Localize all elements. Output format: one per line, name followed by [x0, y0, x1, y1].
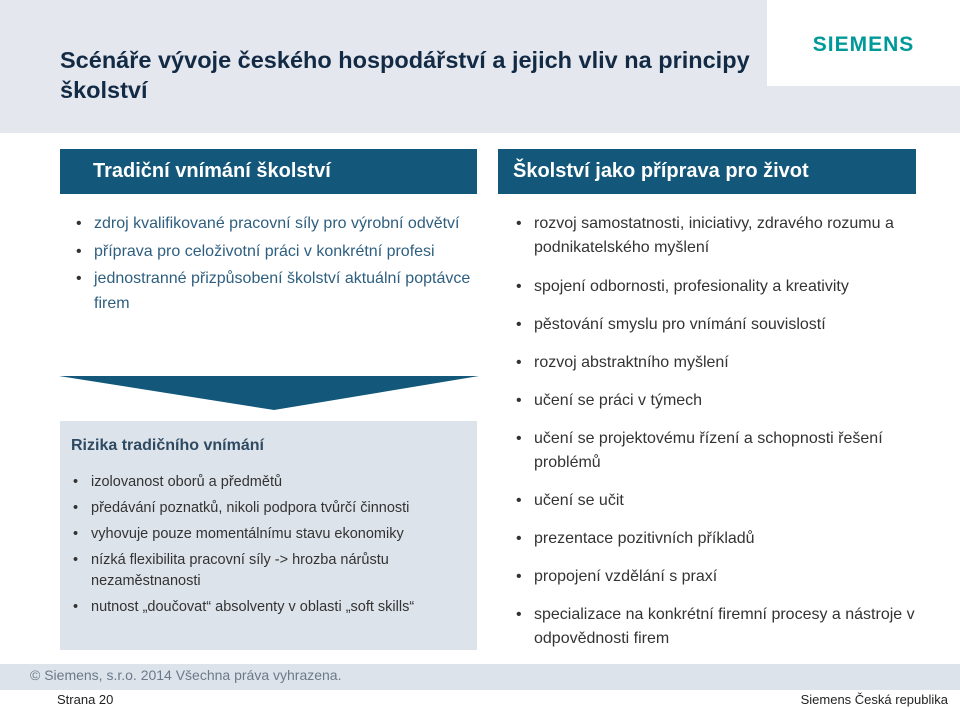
list-item: • zdroj kvalifikované pracovní síly pro výrobní odvětví	[76, 212, 476, 237]
list-item: • spojení odbornosti, profesionality a kreativity	[516, 275, 941, 299]
down-arrow-icon	[59, 376, 479, 412]
company-name: Siemens Česká republika	[800, 692, 948, 707]
siemens-logo	[767, 0, 960, 86]
list-item: • předávání poznatků, nikoli podpora tvůrčí činnosti	[73, 498, 473, 519]
list-item: • prezentace pozitivních příkladů	[516, 527, 941, 551]
left-heading-band	[60, 149, 477, 194]
right-heading: Školství jako příprava pro život	[513, 160, 809, 182]
list-item: • nutnost „doučovat“ absolventy v oblasti „soft skills“	[73, 597, 473, 618]
list-item: • specializace na konkrétní firemní procesy a nástroje v odpovědnosti firem	[516, 603, 941, 651]
list-item: • rozvoj samostatnosti, iniciativy, zdravého rozumu a podnikatelského myšlení	[516, 212, 941, 260]
left-heading: Tradiční vnímání školství	[93, 160, 331, 182]
list-item: • vyhovuje pouze momentálnímu stavu ekonomiky	[73, 524, 473, 545]
copyright: © Siemens, s.r.o. 2014 Všechna práva vyhrazena.	[30, 667, 342, 683]
right-heading-band	[498, 149, 916, 194]
logo-text: SIEMENS	[812, 33, 915, 56]
traditional-list	[76, 212, 476, 319]
list-item: • pěstování smyslu pro vnímání souvislostí	[516, 313, 941, 337]
risks-list	[73, 472, 473, 623]
list-item: • příprava pro celoživotní práci v konkrétní profesi	[76, 240, 476, 265]
risks-heading: Rizika tradičního vnímání	[71, 437, 264, 454]
list-item: • rozvoj abstraktního myšlení	[516, 351, 941, 375]
list-item: • izolovanost oborů a předmětů	[73, 472, 473, 493]
list-item: • propojení vzdělání s praxí	[516, 565, 941, 589]
list-item: • učení se učit	[516, 489, 941, 513]
slide-title: Scénáře vývoje českého hospodářství a jejich vliv na principy školství	[60, 47, 750, 103]
list-item: • jednostranné přizpůsobení školství aktuální poptávce firem	[76, 267, 476, 316]
page-number: Strana 20	[57, 692, 114, 707]
list-item: • nízká flexibilita pracovní síly -> hrozba nárůstu nezaměstnanosti	[73, 550, 473, 592]
life-prep-list	[516, 212, 941, 651]
list-item: • učení se projektovému řízení a schopnosti řešení problémů	[516, 427, 941, 475]
list-item: • učení se práci v týmech	[516, 389, 941, 413]
